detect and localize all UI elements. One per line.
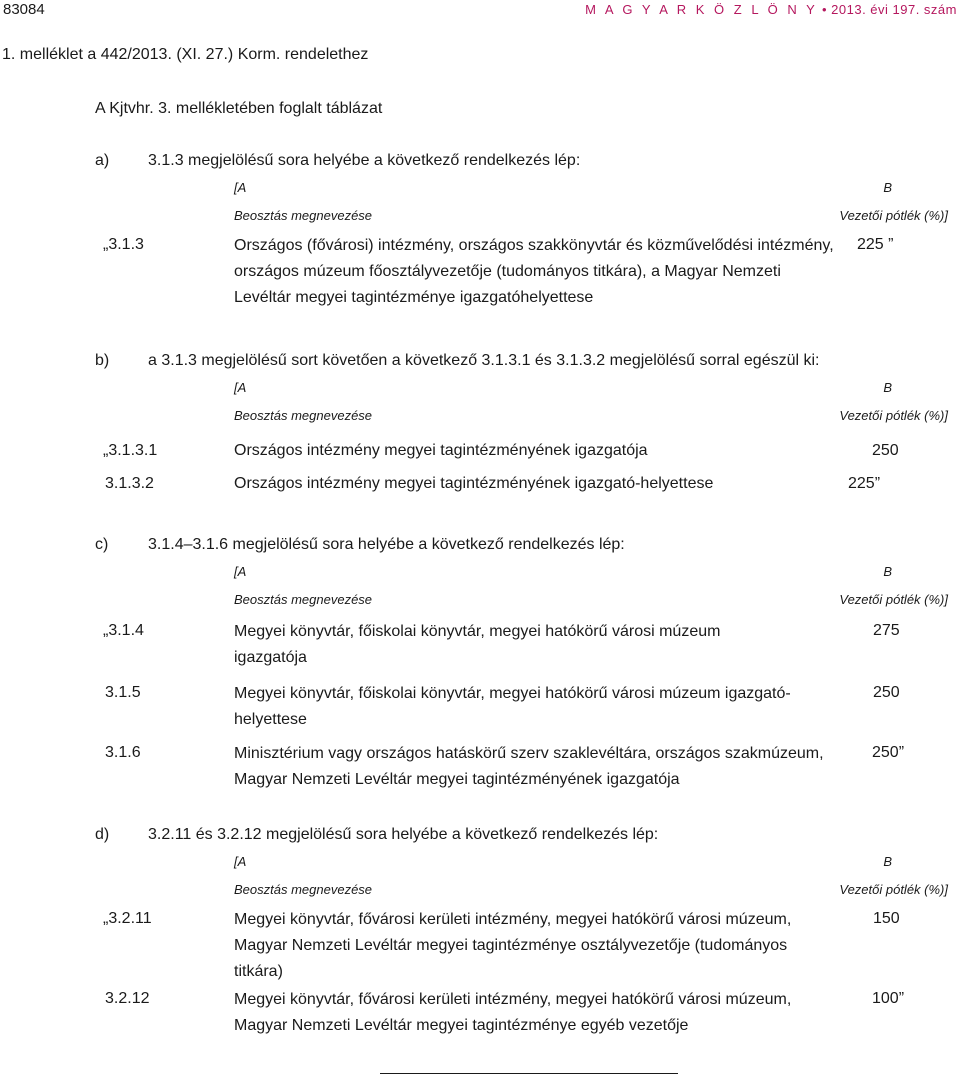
row-value: 250	[873, 684, 900, 701]
annex-title: 1. melléklet a 442/2013. (XI. 27.) Korm. rendelethez	[2, 46, 369, 63]
section-letter: b)	[95, 352, 110, 369]
col-b-letter: B	[883, 564, 892, 579]
row-value: 225 ”	[857, 236, 894, 253]
col-a-bracket: [A	[234, 380, 247, 395]
page-number: 83084	[3, 1, 45, 18]
row-id: „3.1.4	[103, 622, 144, 639]
col-a-bracket: [A	[234, 180, 247, 195]
section-instruction: 3.1.4–3.1.6 megjelölésű sora helyébe a következő rendelkezés lép:	[148, 536, 625, 553]
col-a-name: Beosztás megnevezése	[234, 882, 373, 897]
col-a-bracket: [A	[234, 854, 247, 869]
row-description: Megyei könyvtár, fővárosi kerületi intézmény, megyei hatókörű városi múzeum, Magyar Nemzeti Levéltár megyei tagintézménye egyéb vezetője	[234, 991, 792, 1034]
row-value: 250	[872, 442, 899, 459]
row-description: Megyei könyvtár, főiskolai könyvtár, megyei hatókörű városi múzeum igazgató-helyettese	[234, 685, 791, 728]
section-instruction: 3.2.11 és 3.2.12 megjelölésű sora helyébe a következő rendelkezés lép:	[148, 826, 659, 843]
page-header	[0, 0, 960, 22]
row-id: „3.2.11	[103, 910, 152, 927]
section-letter: d)	[95, 826, 110, 843]
row-description: Országos intézmény megyei tagintézményének igazgató-helyettese	[234, 475, 714, 492]
row-description: Minisztérium vagy országos hatáskörű szerv szaklevéltára, országos szakmúzeum, Magyar Nemzeti Levéltár megyei tagintézményének igazgatója	[234, 745, 824, 788]
journal-issue: • 2013. évi 197. szám	[821, 2, 957, 17]
col-a-name: Beosztás megnevezése	[234, 408, 373, 423]
col-b-name: Vezetői pótlék (%)]	[839, 592, 948, 607]
row-value: 100”	[872, 990, 905, 1007]
row-id: „3.1.3.1	[103, 442, 158, 459]
row-description: Megyei könyvtár, főiskolai könyvtár, megyei hatókörű városi múzeum igazgatója	[234, 623, 721, 666]
row-description: Országos intézmény megyei tagintézményének igazgatója	[234, 442, 648, 459]
col-a-name: Beosztás megnevezése	[234, 208, 373, 223]
col-a-name: Beosztás megnevezése	[234, 592, 373, 607]
col-b-letter: B	[883, 380, 892, 395]
intro-text: A Kjtvhr. 3. mellékletében foglalt táblázat	[95, 100, 383, 117]
section-instruction: a 3.1.3 megjelölésű sort követően a következő 3.1.3.1 és 3.1.3.2 megjelölésű sorral egészül ki:	[148, 352, 820, 369]
row-value: 150	[873, 910, 900, 927]
section-letter: a)	[95, 152, 110, 169]
row-value: 225”	[848, 475, 881, 492]
section-letter: c)	[95, 536, 109, 553]
col-a-bracket: [A	[234, 564, 247, 579]
row-value: 250”	[872, 744, 905, 761]
col-b-letter: B	[883, 854, 892, 869]
row-id: 3.1.6	[105, 744, 141, 761]
journal-name: M A G Y A R K Ö Z L Ö N Y	[585, 2, 818, 17]
row-id: 3.2.12	[105, 990, 150, 1007]
section-instruction: 3.1.3 megjelölésű sora helyébe a következő rendelkezés lép:	[148, 152, 581, 169]
row-value: 275	[873, 622, 900, 639]
journal-title	[585, 2, 957, 17]
row-id: „3.1.3	[103, 236, 144, 253]
row-description: Országos (fővárosi) intézmény, országos szakkönyvtár és közművelődési intézmény, országos múzeum főosztályvezetője (tudományos titkára), a Magyar Nemzeti Levéltár megyei tagintézménye igazgatóhelyettese	[234, 237, 834, 306]
row-id: 3.1.5	[105, 684, 141, 701]
col-b-letter: B	[883, 180, 892, 195]
col-b-name: Vezetői pótlék (%)]	[839, 408, 948, 423]
row-description: Megyei könyvtár, fővárosi kerületi intézmény, megyei hatókörű városi múzeum, Magyar Nemzeti Levéltár megyei tagintézménye osztályvezetője (tudományos titkára)	[234, 911, 792, 980]
row-id: 3.1.3.2	[105, 475, 154, 492]
col-b-name: Vezetői pótlék (%)]	[839, 882, 948, 897]
col-b-name: Vezetői pótlék (%)]	[839, 208, 948, 223]
footer-rule	[380, 1073, 678, 1074]
